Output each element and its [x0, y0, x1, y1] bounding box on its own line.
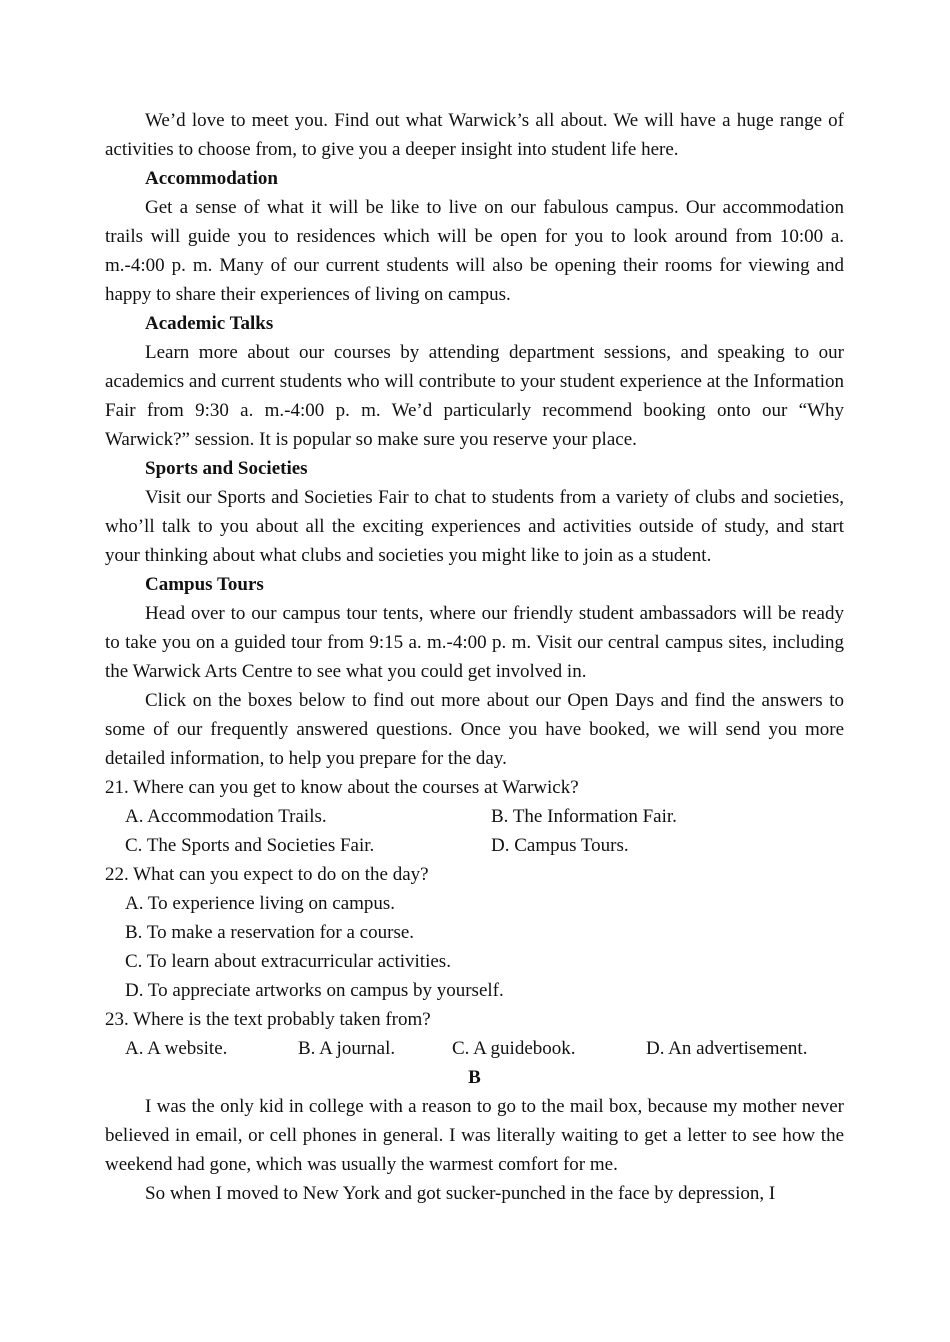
option-22-d: D. To appreciate artworks on campus by yourself. [125, 980, 504, 1001]
question-23-options [105, 1034, 844, 1063]
heading-accommodation: Accommodation [145, 168, 278, 189]
heading-campus-tours: Campus Tours [145, 574, 264, 595]
question-21-options-row-1 [105, 802, 844, 831]
section-b-heading: B [468, 1067, 481, 1088]
accommodation-paragraph: Get a sense of what it will be like to live on our fabulous campus. Our accommodation trails will guide you to residences which will be open for you to look around from 10:00 a. m.-4:00 p. m. Many of our current students will also be opening their rooms for viewing and happy to share their experiences of living on campus. [105, 197, 844, 305]
option-23-a: A. A website. [125, 1038, 228, 1059]
academic-talks-paragraph: Learn more about our courses by attending department sessions, and speaking to our academics and current students who will contribute to your student experience at the Information Fair from 9:30 a. m.-4:00 p. m. We’d particularly recommend booking onto our “Why Warwick?” session. It is popular so make sure you reserve your place. [105, 342, 844, 450]
question-21-options-row-2 [105, 831, 844, 860]
option-22-b: B. To make a reservation for a course. [125, 922, 415, 943]
option-22-a: A. To experience living on campus. [125, 893, 396, 914]
heading-sports-societies: Sports and Societies [145, 458, 308, 479]
option-23-b: B. A journal. [298, 1038, 396, 1059]
document-page [105, 106, 844, 1208]
question-21: 21. Where can you get to know about the courses at Warwick? [105, 777, 579, 798]
closing-paragraph: Click on the boxes below to find out more about our Open Days and find the answers to some of our frequently answered questions. Once you have booked, we will send you more detailed information, to help you prepare for the day. [105, 690, 844, 769]
option-23-d: D. An advertisement. [646, 1038, 808, 1059]
section-b-paragraph-1: I was the only kid in college with a reason to go to the mail box, because my mother never believed in email, or cell phones in general. I was literally waiting to get a letter to see how the weekend had gone, which was usually the warmest comfort for me. [105, 1096, 844, 1175]
sports-societies-paragraph: Visit our Sports and Societies Fair to chat to students from a variety of clubs and societies, who’ll talk to you about all the exciting experiences and activities outside of study, and start your thinking about what clubs and societies you might like to join as a student. [105, 487, 844, 566]
option-21-a: A. Accommodation Trails. [125, 806, 327, 827]
question-23: 23. Where is the text probably taken from? [105, 1009, 431, 1030]
option-22-c: C. To learn about extracurricular activities. [125, 951, 451, 972]
heading-academic-talks: Academic Talks [145, 313, 274, 334]
intro-paragraph: We’d love to meet you. Find out what Warwick’s all about. We will have a huge range of activities to choose from, to give you a deeper insight into student life here. [105, 110, 844, 160]
option-21-d: D. Campus Tours. [491, 835, 629, 856]
question-22: 22. What can you expect to do on the day? [105, 864, 429, 885]
campus-tours-paragraph: Head over to our campus tour tents, where our friendly student ambassadors will be ready to take you on a guided tour from 9:15 a. m.-4:00 p. m. Visit our central campus sites, including the Warwick Arts Centre to see what you could get involved in. [105, 603, 844, 682]
option-21-c: C. The Sports and Societies Fair. [125, 835, 375, 856]
section-b-paragraph-2: So when I moved to New York and got sucker-punched in the face by depression, I [145, 1183, 776, 1204]
option-23-c: C. A guidebook. [452, 1038, 576, 1059]
option-21-b: B. The Information Fair. [491, 806, 677, 827]
